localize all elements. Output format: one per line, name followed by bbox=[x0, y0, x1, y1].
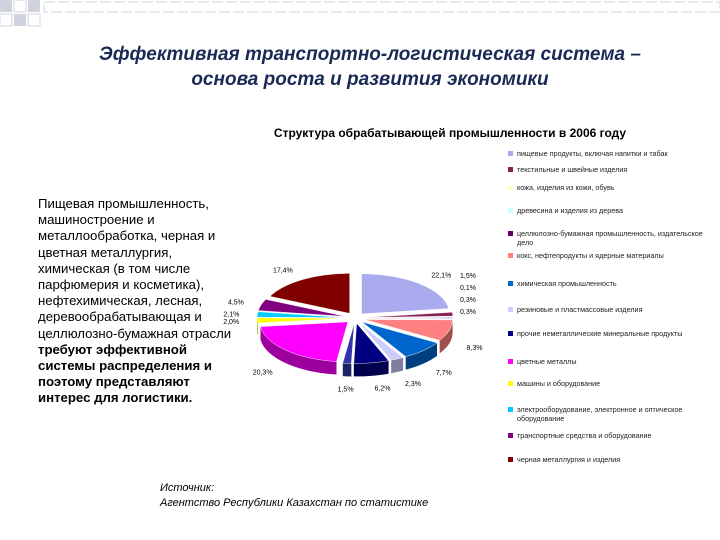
pie-slice bbox=[362, 272, 452, 314]
legend-swatch bbox=[508, 457, 513, 462]
legend-swatch bbox=[508, 407, 513, 412]
body-text-plain: Пищевая промышленность, машиностроение и металлообработка, черная и цветная металлургия, химическая (в том числе парфюмерия и косметика), нефтехимическая, лесная, деревообрабатывающая и целлюлозно-бумажная отрасли bbox=[38, 196, 232, 341]
pie-slice-label: 20,3% bbox=[252, 369, 273, 377]
legend-label: химическая промышленность bbox=[517, 279, 617, 288]
legend-label: пищевые продукты, включая напитки и табак bbox=[517, 149, 668, 158]
pie-slice-label: 7,7% bbox=[435, 370, 452, 378]
pie-slice-label: 2,1% bbox=[223, 311, 240, 319]
legend-swatch bbox=[508, 331, 513, 336]
legend-label: кожа, изделия из кожи, обувь bbox=[517, 183, 615, 192]
chart-title: Структура обрабатывающей промышленности в 2006 году bbox=[273, 126, 627, 140]
pie-slice-label: 2,0% bbox=[223, 319, 240, 327]
pie-slice-label: 17,4% bbox=[272, 267, 293, 275]
pie-slice-label: 1,5% bbox=[460, 273, 476, 280]
legend-label: кокс, нефтепродукты и ядерные материалы bbox=[517, 251, 664, 260]
legend-swatch bbox=[508, 433, 513, 438]
legend-label: текстильные и швейные изделия bbox=[517, 165, 628, 174]
pie-slice-label: 4,5% bbox=[227, 299, 244, 307]
legend-swatch bbox=[508, 281, 513, 286]
pie-slice-label: 22,1% bbox=[431, 272, 452, 280]
legend-swatch bbox=[508, 381, 513, 386]
pie-slice-label: 0,3% bbox=[460, 297, 476, 304]
source-label: Источник: bbox=[160, 482, 215, 494]
legend-swatch bbox=[508, 151, 513, 156]
legend-swatch bbox=[508, 167, 513, 172]
pie-slice-side bbox=[343, 363, 352, 376]
legend-swatch bbox=[508, 185, 513, 190]
pie-slice bbox=[257, 318, 345, 323]
legend-label: черная металлургия и изделия bbox=[517, 455, 621, 464]
legend-label: прочие неметаллические минеральные продукты bbox=[517, 329, 683, 338]
legend-swatch bbox=[508, 208, 513, 213]
legend-label: целлюлозно-бумажная промышленность, издательское дело bbox=[517, 229, 703, 247]
legend-label: резиновые и пластмассовые изделия bbox=[517, 305, 643, 314]
legend-swatch bbox=[508, 359, 513, 364]
legend-swatch bbox=[508, 231, 513, 236]
source-text: Агентство Республики Казахстан по статистике bbox=[160, 497, 429, 509]
legend-label: древесина и изделия из дерева bbox=[517, 206, 623, 215]
legend-label: электрооборудование, электронное и оптическое оборудование bbox=[517, 405, 683, 423]
pie-slice-label: 0,3% bbox=[460, 309, 476, 316]
body-text-bold: требуют эффективной системы распределения и поэтому представляют интерес для логистики. bbox=[38, 341, 212, 406]
slide-title-line1: Эффективная транспортно-логистическая система – bbox=[99, 44, 641, 65]
pie-slice-label: 0,1% bbox=[460, 285, 476, 292]
legend-label: машины и оборудование bbox=[517, 379, 601, 388]
legend-swatch bbox=[508, 253, 513, 258]
source-note bbox=[160, 481, 500, 511]
legend-swatch bbox=[508, 307, 513, 312]
pie-slice-label: 2,3% bbox=[404, 380, 421, 388]
slide-title-line2: основа роста и развития экономики bbox=[191, 69, 549, 90]
pie-slice-label: 6,2% bbox=[374, 385, 391, 393]
legend-label: цветные металлы bbox=[517, 357, 577, 366]
legend-label: транспортные средства и оборудование bbox=[517, 431, 652, 440]
pie-slice-label: 1,5% bbox=[337, 386, 354, 394]
pie-slice-label: 8,3% bbox=[466, 344, 483, 352]
